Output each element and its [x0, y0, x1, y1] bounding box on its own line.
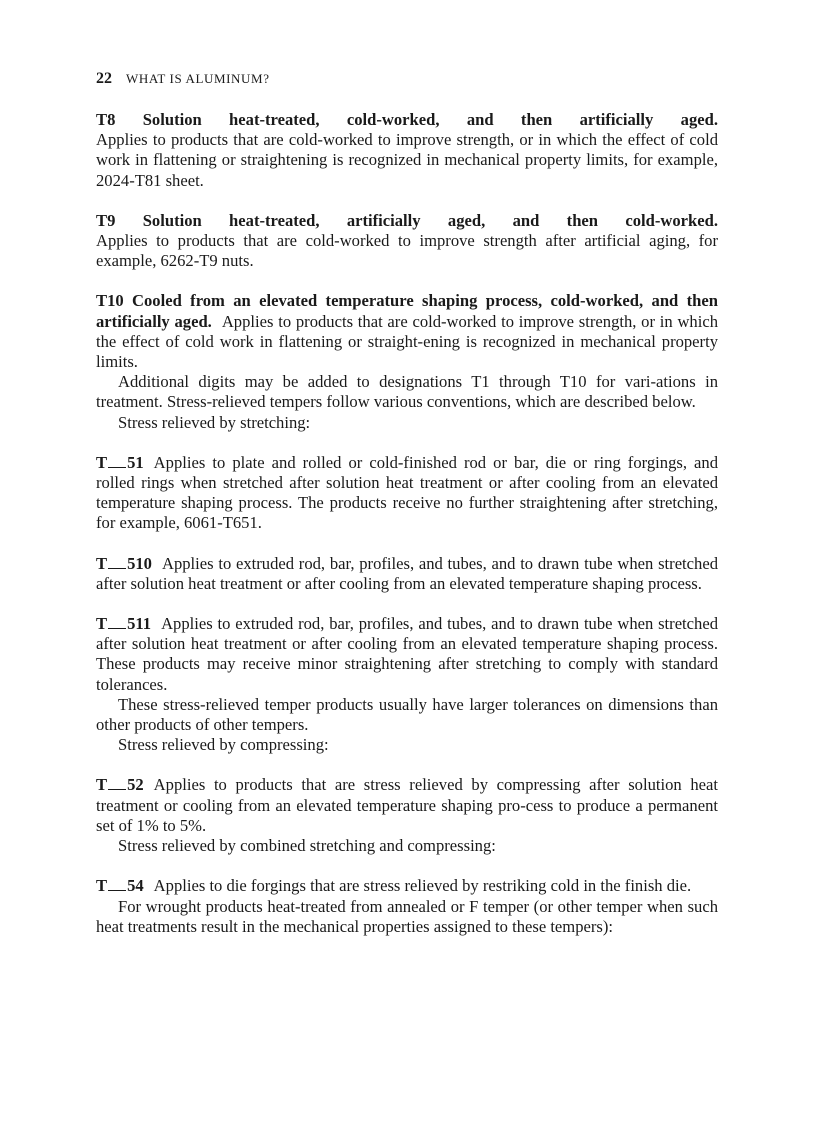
- temper-t52: [96, 775, 718, 856]
- temper-t10-text: Applies to products that are cold-worked to improve strength, or in which the effect of cold work in flattening or straight-ening is recognized in mechanical property limits.: [96, 311, 718, 372]
- temper-t511-code: T 511: [96, 614, 152, 634]
- temper-t9-text: Applies to products that are cold-worked to improve strength after artificial aging, for example, 6262-T9 nuts.: [96, 231, 718, 271]
- page-number: 22: [96, 70, 112, 87]
- temper-t510-text: Applies to extruded rod, bar, profiles, and tubes, and to drawn tube when stretched after solution heat treatment or after cooling from an elevated temperature shaping process.: [96, 553, 718, 593]
- chapter-title: WHAT IS ALUMINUM?: [126, 71, 270, 86]
- blank-line-icon: [108, 616, 126, 629]
- temper-t54-text: Applies to die forgings that are stress relieved by restriking cold in the finish die.: [153, 876, 692, 896]
- temper-t51: [96, 453, 718, 534]
- temper-t51-text: Applies to plate and rolled or cold-finished rod or bar, die or ring forgings, and rolled rings when stretched after solution heat treatment or after cooling from an elevated temperature shaping process. The products receive no further straightening after stretching, for example, 6061-T651.: [96, 452, 718, 533]
- temper-t8-heading: T8 Solution heat-treated, cold-worked, and then artificially aged.: [96, 110, 718, 129]
- temper-t54-code: T 54: [96, 876, 144, 896]
- temper-t51-code: T 51: [96, 452, 144, 472]
- blank-line-icon: [108, 878, 126, 891]
- temper-t10-heading: T10 Cooled from an elevated temperature shaping process, cold-worked, and then artificially aged.: [96, 291, 718, 331]
- combined-label: Stress relieved by combined stretching and compressing:: [118, 836, 496, 856]
- temper-t54: [96, 876, 718, 937]
- blank-line-icon: [108, 455, 126, 468]
- temper-t511-text: Applies to extruded rod, bar, profiles, and tubes, and to drawn tube when stretched after solution heat treatment or after cooling from an elevated temperature shaping process. These products may receive minor straightening after stretching to comply with standard tolerances.: [96, 614, 718, 694]
- tolerances-paragraph: These stress-relieved temper products usually have larger tolerances on dimensions than other products of other tempers.: [96, 694, 718, 735]
- temper-t510-code: T 510: [96, 553, 152, 573]
- temper-t511: [96, 614, 718, 755]
- temper-t52-code: T 52: [96, 775, 144, 795]
- blank-line-icon: [108, 556, 126, 569]
- blank-line-icon: [108, 777, 126, 790]
- wrought-products-paragraph: For wrought products heat-treated from annealed or F temper (or other temper when such heat treatments result in the mechanical properties assigned to these tempers):: [96, 896, 718, 936]
- temper-t9: [96, 211, 718, 272]
- temper-t9-heading: T9 Solution heat-treated, artificially aged, and then cold-worked.: [96, 210, 718, 230]
- temper-t8: [96, 110, 718, 191]
- additional-digits-paragraph: Additional digits may be added to designations T1 through T10 for vari-ations in treatment. Stress-relieved tempers follow various conventions, which are described below.: [96, 372, 718, 412]
- compressing-label: Stress relieved by compressing:: [118, 735, 329, 755]
- temper-t510: [96, 554, 718, 594]
- running-head: [96, 68, 718, 90]
- temper-t10: [96, 291, 718, 432]
- temper-t52-text: Applies to products that are stress relieved by compressing after solution heat treatment or cooling from an elevated temperature shaping pro-cess to produce a permanent set of 1% to 5%.: [96, 775, 718, 835]
- temper-t8-text: Applies to products that are cold-worked to improve strength, or in which the effect of cold work in flattening or straightening is recognized in mechanical property limits, for example, 2024-T81 sheet.: [96, 130, 718, 190]
- stretching-label: Stress relieved by stretching:: [118, 412, 311, 432]
- page: [96, 68, 718, 957]
